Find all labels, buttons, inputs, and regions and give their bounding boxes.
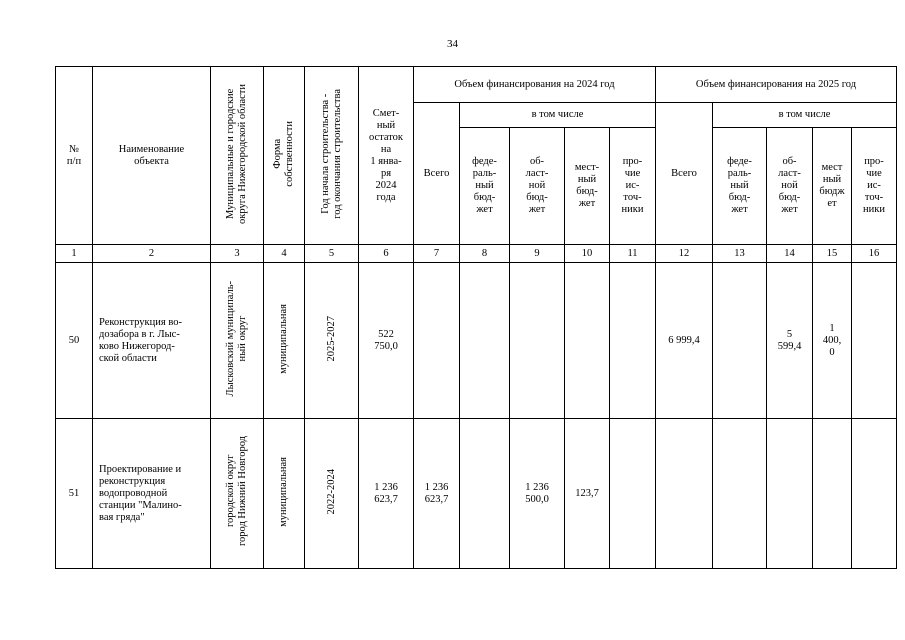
row-other-2024 — [610, 419, 656, 569]
column-number: 15 — [813, 245, 852, 263]
header-total-2025: Всего — [656, 103, 713, 245]
column-number: 11 — [610, 245, 656, 263]
header-other-2025: про- чие ис- точ- ники — [852, 128, 897, 245]
column-number: 10 — [565, 245, 610, 263]
row-municipality-cell — [211, 263, 264, 419]
column-number: 5 — [305, 245, 359, 263]
row-ownership: муниципальная — [278, 456, 289, 527]
column-number: 2 — [93, 245, 211, 263]
row-ownership: муниципальная — [278, 303, 289, 374]
row-name: Проектирование и реконструкция водопроводной станции "Малино- вая гряда" — [93, 419, 211, 569]
header-estimate: Смет- ный остаток на 1 янва- ря 2024 года — [359, 67, 414, 245]
row-local-2025: 1 400, 0 — [813, 263, 852, 419]
row-years-cell — [305, 419, 359, 569]
column-number: 3 — [211, 245, 264, 263]
header-fin-2024: Объем финансирования на 2024 год — [414, 67, 656, 103]
table-row — [56, 419, 897, 569]
column-number: 12 — [656, 245, 713, 263]
row-estimate: 1 236 623,7 — [359, 419, 414, 569]
row-regional-2024 — [510, 263, 565, 419]
header-federal-2025: феде- раль- ный бюд- жет — [713, 128, 767, 245]
row-municipality: городской округ город Нижний Новгород — [225, 436, 248, 547]
row-regional-2025: 5 599,4 — [767, 263, 813, 419]
header-name: Наименование объекта — [93, 67, 211, 245]
row-municipality: Лысковский муниципаль- ный округ — [225, 280, 248, 397]
row-other-2024 — [610, 263, 656, 419]
row-total-2025 — [656, 419, 713, 569]
header-years: Год начала строительства - год окончания строительства — [319, 88, 343, 219]
header-municipality: Муниципальные и городские округа Нижегородской области — [225, 83, 248, 224]
column-number: 8 — [460, 245, 510, 263]
row-federal-2024 — [460, 263, 510, 419]
table-row — [56, 263, 897, 419]
row-ownership-cell — [264, 263, 305, 419]
row-regional-2025 — [767, 419, 813, 569]
row-num: 50 — [56, 263, 93, 419]
row-federal-2025 — [713, 419, 767, 569]
row-local-2024 — [565, 263, 610, 419]
header-other-2024: про- чие ис- точ- ники — [610, 128, 656, 245]
column-number: 9 — [510, 245, 565, 263]
header-total-2024: Всего — [414, 103, 460, 245]
header-years-cell — [305, 67, 359, 245]
row-years-cell — [305, 263, 359, 419]
row-municipality-cell — [211, 419, 264, 569]
column-number: 7 — [414, 245, 460, 263]
row-regional-2024: 1 236 500,0 — [510, 419, 565, 569]
row-local-2024: 123,7 — [565, 419, 610, 569]
row-years: 2025-2027 — [325, 315, 337, 362]
row-estimate: 522 750,0 — [359, 263, 414, 419]
row-federal-2024 — [460, 419, 510, 569]
header-federal-2024: феде- раль- ный бюд- жет — [460, 128, 510, 245]
header-incl-2025: в том числе — [713, 103, 897, 128]
column-numbers-row — [56, 245, 897, 263]
header-municipality-cell — [211, 67, 264, 245]
financing-table — [55, 66, 897, 569]
column-number: 14 — [767, 245, 813, 263]
column-number: 1 — [56, 245, 93, 263]
column-number: 6 — [359, 245, 414, 263]
header-local-2025: мест ный бюдж ет — [813, 128, 852, 245]
header-incl-2024: в том числе — [460, 103, 656, 128]
header-regional-2024: об- ласт- ной бюд- жет — [510, 128, 565, 245]
row-local-2025 — [813, 419, 852, 569]
header-num: № п/п — [56, 67, 93, 245]
header-ownership-cell — [264, 67, 305, 245]
row-name: Реконструкция во- дозабора в г. Лыс- ково Нижегород- ской области — [93, 263, 211, 419]
page-number: 34 — [447, 38, 458, 50]
row-other-2025 — [852, 263, 897, 419]
row-num: 51 — [56, 419, 93, 569]
column-number: 16 — [852, 245, 897, 263]
row-total-2024: 1 236 623,7 — [414, 419, 460, 569]
header-regional-2025: об- ласт- ной бюд- жет — [767, 128, 813, 245]
row-years: 2022-2024 — [325, 468, 337, 515]
header-fin-2025: Объем финансирования на 2025 год — [656, 67, 897, 103]
row-other-2025 — [852, 419, 897, 569]
header-local-2024: мест- ный бюд- жет — [565, 128, 610, 245]
row-total-2024 — [414, 263, 460, 419]
column-number: 4 — [264, 245, 305, 263]
row-total-2025: 6 999,4 — [656, 263, 713, 419]
row-federal-2025 — [713, 263, 767, 419]
column-number: 13 — [713, 245, 767, 263]
header-ownership: Форма собственности — [272, 120, 295, 187]
row-ownership-cell — [264, 419, 305, 569]
